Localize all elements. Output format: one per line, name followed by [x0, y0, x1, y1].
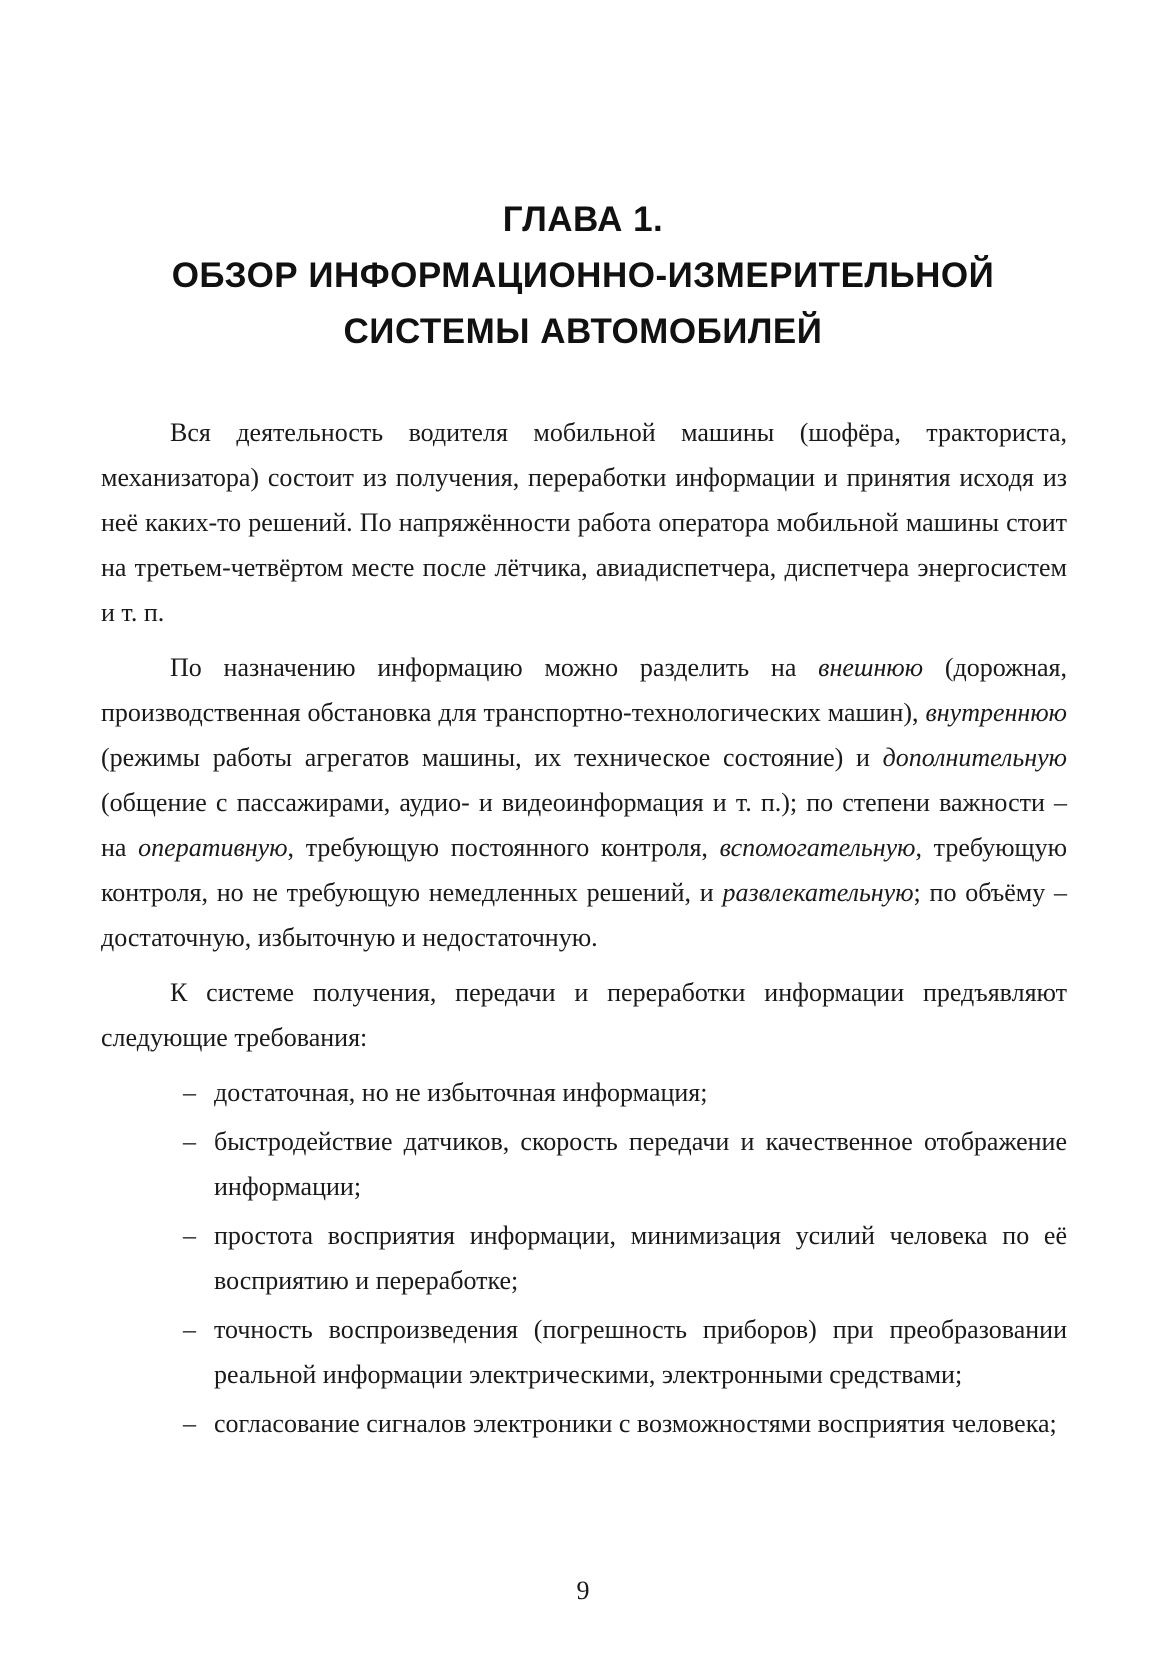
- paragraph-2-text: , требующую контроля, но не требующую немедленных решений, и: [101, 833, 1067, 907]
- requirements-list: [101, 1070, 1067, 1446]
- paragraph-3: К системе получения, передачи и переработки информации предъявляют следующие требования:: [101, 978, 1067, 1052]
- list-item-text: простота восприятия информации, минимизация усилий человека по её восприятию и переработке;: [214, 1221, 1067, 1295]
- list-item: [101, 1307, 1067, 1397]
- list-item-text: согласование сигналов электроники с возможностями восприятия человека;: [214, 1409, 1057, 1438]
- list-dash: –: [183, 1315, 196, 1344]
- list-item: [101, 1401, 1067, 1446]
- chapter-title-line-1: ОБЗОР ИНФОРМАЦИОННО-ИЗМЕРИТЕЛЬНОЙ: [171, 256, 995, 295]
- chapter-title: [0, 192, 1166, 360]
- term-auxiliary: вспомогательную: [719, 833, 916, 862]
- paragraph-2-text: (общение с пассажирами, аудио- и видеоинформация и т. п.); по степени важности – на: [101, 788, 1067, 862]
- term-additional: дополнительную: [882, 743, 1067, 772]
- chapter-title-line-2: СИСТЕМЫ АВТОМОБИЛЕЙ: [343, 312, 823, 351]
- list-dash: –: [183, 1078, 196, 1107]
- body-text: [101, 410, 1067, 1450]
- list-item: [101, 1119, 1067, 1209]
- paragraph-1: Вся деятельность водителя мобильной машины (шофёра, тракториста, механизатора) состоит из получения, переработки информации и принятия исходя из неё каких-то решений. По напряжённости работа оператора мобильной машины стоит на третьем-четвёртом месте после лётчика, авиадиспетчера, диспетчера энергосистем и т. п.: [101, 418, 1067, 627]
- paragraph-2-text: (дорожная, производственная обстановка для транспортно-технологических машин),: [101, 653, 1067, 727]
- paragraph-2-text: По назначению информацию можно разделить на: [170, 653, 819, 682]
- term-operative: оперативную: [138, 833, 288, 862]
- list-dash: –: [183, 1221, 196, 1250]
- list-item-text: быстродействие датчиков, скорость передачи и качественное отображение информации;: [214, 1127, 1067, 1201]
- list-item: [101, 1070, 1067, 1115]
- term-external: внешнюю: [818, 653, 924, 682]
- paragraph-2: [101, 645, 1067, 960]
- list-item-text: достаточная, но не избыточная информация;: [214, 1078, 708, 1107]
- term-internal: внутреннюю: [925, 698, 1067, 727]
- paragraph-2-text: (режимы работы агрегатов машины, их техническое состояние) и: [101, 743, 883, 772]
- term-entertainment: развлекательную: [722, 878, 914, 907]
- chapter-number: ГЛАВА 1.: [502, 200, 664, 239]
- list-item-text: точность воспроизведения (погрешность приборов) при преобразовании реальной информации электрическими, электронными средствами;: [214, 1315, 1067, 1389]
- paragraph-2-text: ; по объёму – достаточную, избыточную и недостаточную.: [101, 878, 1068, 952]
- list-item: [101, 1213, 1067, 1303]
- paragraph-2-text: , требующую постоянного контроля,: [287, 833, 720, 862]
- list-dash: –: [183, 1127, 196, 1156]
- list-dash: –: [183, 1409, 196, 1438]
- page-number: 9: [576, 1576, 590, 1605]
